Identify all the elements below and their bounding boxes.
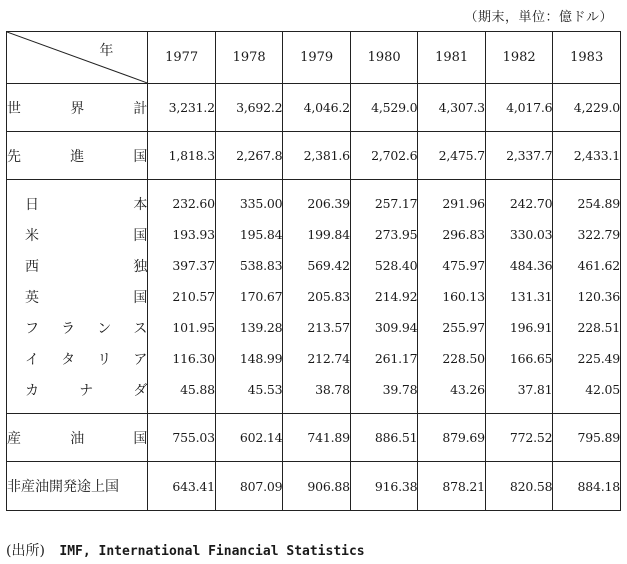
year-header: 1983 [553,32,621,84]
value-cell: 335.00 [215,180,283,220]
row-label [25,194,147,214]
table-row [7,343,621,374]
row-label-char: 独 [133,258,148,275]
value-cell: 273.95 [350,219,418,250]
row-label-char: 産 [7,430,21,447]
reserves-table [6,31,621,511]
row-label [25,349,147,369]
value-cell: 2,381.6 [283,132,351,180]
row-label-cell [7,462,148,511]
row-label-char: ス [133,320,148,337]
value-cell: 755.03 [148,414,216,462]
value-cell: 166.65 [485,343,553,374]
value-cell: 42.05 [553,374,621,414]
value-cell: 242.70 [485,180,553,220]
value-cell: 397.37 [148,250,216,281]
value-cell: 199.84 [283,219,351,250]
value-cell: 205.83 [283,281,351,312]
value-cell: 879.69 [418,414,486,462]
value-cell: 4,529.0 [350,84,418,132]
table-row [7,84,621,132]
row-label-char: 油 [70,430,85,447]
row-label-cell [7,281,148,312]
value-cell: 131.31 [485,281,553,312]
value-cell: 916.38 [350,462,418,511]
value-cell: 538.83 [215,250,283,281]
row-label: 非産油開発途上国 [7,479,119,495]
row-label-char: 本 [133,196,148,213]
value-cell: 210.57 [148,281,216,312]
corner-year-label: 年 [99,43,114,59]
value-cell: 213.57 [283,312,351,343]
value-cell: 330.03 [485,219,553,250]
row-label-cell [7,84,148,132]
corner-cell [7,32,148,84]
value-cell: 569.42 [283,250,351,281]
row-label-char: 国 [133,430,148,447]
table-row [7,180,621,220]
row-label-cell [7,374,148,414]
value-cell: 43.26 [418,374,486,414]
row-label-cell [7,132,148,180]
value-cell: 4,229.0 [553,84,621,132]
value-cell: 2,337.7 [485,132,553,180]
row-label-char: 国 [133,289,148,306]
value-cell: 38.78 [283,374,351,414]
value-cell: 193.93 [148,219,216,250]
year-header: 1980 [350,32,418,84]
row-label-char: 米 [25,227,39,244]
value-cell: 148.99 [215,343,283,374]
row-label-char: 国 [133,148,148,165]
value-cell: 602.14 [215,414,283,462]
row-label [7,98,147,118]
value-cell: 2,702.6 [350,132,418,180]
value-cell: 232.60 [148,180,216,220]
row-label-char: ン [97,320,112,337]
row-label [25,380,147,400]
value-cell: 906.88 [283,462,351,511]
row-label-char: タ [61,351,76,368]
source-label: (出所) [6,543,45,559]
row-label-cell [7,414,148,462]
value-cell: 1,818.3 [148,132,216,180]
table-row [7,462,621,511]
value-cell: 484.36 [485,250,553,281]
value-cell: 225.49 [553,343,621,374]
value-cell: 139.28 [215,312,283,343]
row-label-char: 先 [7,148,21,165]
value-cell: 228.51 [553,312,621,343]
row-label-char: リ [97,351,112,368]
value-cell: 3,231.2 [148,84,216,132]
value-cell: 461.62 [553,250,621,281]
row-label-char: 英 [25,289,39,306]
table-row [7,219,621,250]
row-label-char: ナ [79,382,94,399]
row-label-cell [7,343,148,374]
value-cell: 206.39 [283,180,351,220]
value-cell: 291.96 [418,180,486,220]
value-cell: 3,692.2 [215,84,283,132]
value-cell: 45.53 [215,374,283,414]
row-label-char: ア [133,351,148,368]
value-cell: 255.97 [418,312,486,343]
value-cell: 2,433.1 [553,132,621,180]
row-label-cell [7,180,148,220]
value-cell: 4,307.3 [418,84,486,132]
value-cell: 296.83 [418,219,486,250]
value-cell: 261.17 [350,343,418,374]
row-label [7,428,147,448]
row-label-char: ラ [61,320,76,337]
row-label-char: 界 [70,100,85,117]
year-header: 1977 [148,32,216,84]
row-label-cell [7,312,148,343]
row-label-char: 進 [70,148,85,165]
year-header: 1979 [283,32,351,84]
value-cell: 214.92 [350,281,418,312]
row-label [25,256,147,276]
value-cell: 878.21 [418,462,486,511]
value-cell: 475.97 [418,250,486,281]
value-cell: 772.52 [485,414,553,462]
value-cell: 322.79 [553,219,621,250]
row-label-char: カ [25,382,39,399]
corner-diagonal [7,32,147,83]
row-label [7,146,147,166]
row-label-char: 世 [7,100,21,117]
table-row [7,414,621,462]
value-cell: 120.36 [553,281,621,312]
year-header: 1982 [485,32,553,84]
row-label-char: 計 [133,100,148,117]
value-cell: 4,017.6 [485,84,553,132]
value-cell: 254.89 [553,180,621,220]
row-label-char: 西 [25,258,39,275]
value-cell: 212.74 [283,343,351,374]
value-cell: 4,046.2 [283,84,351,132]
value-cell: 257.17 [350,180,418,220]
value-cell: 643.41 [148,462,216,511]
value-cell: 160.13 [418,281,486,312]
table-row [7,132,621,180]
row-label [25,287,147,307]
value-cell: 45.88 [148,374,216,414]
value-cell: 309.94 [350,312,418,343]
table-row [7,374,621,414]
value-cell: 528.40 [350,250,418,281]
value-cell: 886.51 [350,414,418,462]
row-label-char: フ [25,320,39,337]
unit-note: （期末，単位：億ドル） [464,10,613,25]
value-cell: 820.58 [485,462,553,511]
header-row [7,32,621,84]
year-header: 1978 [215,32,283,84]
year-header: 1981 [418,32,486,84]
value-cell: 195.84 [215,219,283,250]
table-row [7,281,621,312]
row-label-cell [7,250,148,281]
table-body [7,84,621,511]
value-cell: 807.09 [215,462,283,511]
row-label-cell [7,219,148,250]
value-cell: 2,475.7 [418,132,486,180]
row-label-char: イ [25,351,39,368]
value-cell: 228.50 [418,343,486,374]
value-cell: 884.18 [553,462,621,511]
value-cell: 795.89 [553,414,621,462]
row-label [25,225,147,245]
source-note [6,540,365,560]
value-cell: 170.67 [215,281,283,312]
value-cell: 39.78 [350,374,418,414]
row-label-char: 国 [133,227,148,244]
table-row [7,312,621,343]
value-cell: 741.89 [283,414,351,462]
value-cell: 196.91 [485,312,553,343]
value-cell: 37.81 [485,374,553,414]
row-label [25,318,147,338]
value-cell: 2,267.8 [215,132,283,180]
table-row [7,250,621,281]
value-cell: 116.30 [148,343,216,374]
row-label-char: 日 [25,196,39,213]
source-text: IMF, International Financial Statistics [59,544,365,559]
value-cell: 101.95 [148,312,216,343]
row-label-char: ダ [133,382,148,399]
